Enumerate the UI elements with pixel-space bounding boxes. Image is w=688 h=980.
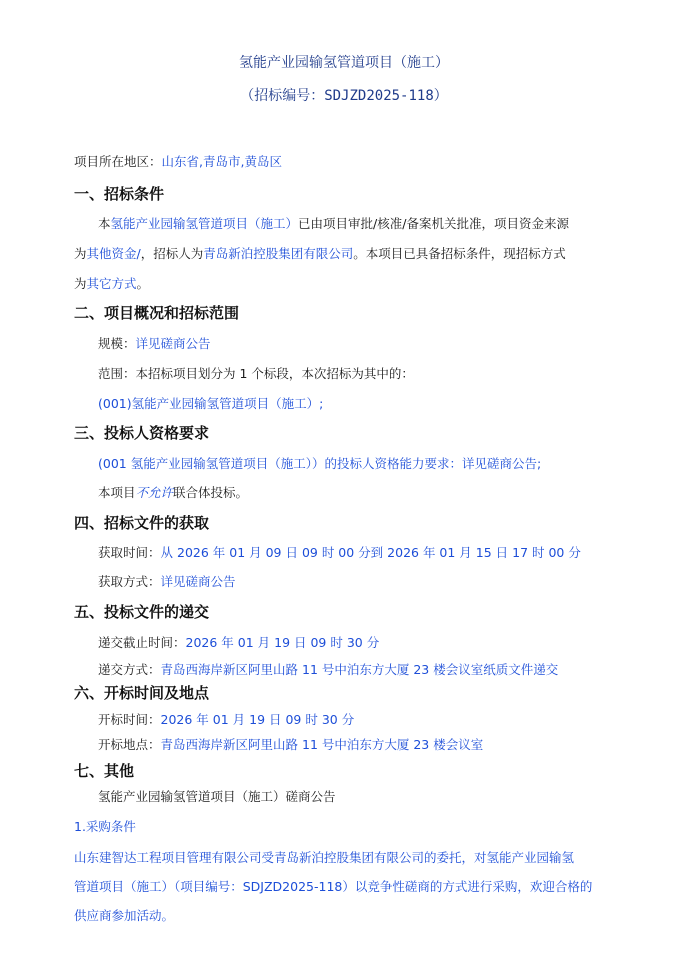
section-heading-4: 四、招标文件的获取	[74, 514, 210, 532]
s5-deadline	[98, 634, 379, 652]
section-heading-1: 一、招标条件	[74, 185, 165, 203]
s2-scale	[98, 335, 211, 353]
s4-method-value: 详见磋商公告	[160, 574, 236, 589]
section-heading-5: 五、投标文件的递交	[74, 603, 210, 621]
s1-line-1	[98, 215, 569, 233]
s5-method	[98, 661, 558, 679]
s5-method-label: 递交方式：	[98, 662, 161, 677]
s7-paragraph-line-1: 山东建智达工程项目管理有限公司受青岛新泊控股集团有限公司的委托，对氢能产业园输氢	[74, 850, 575, 865]
s4-time-label: 获取时间：	[98, 545, 161, 560]
s2-scale-value: 详见磋商公告	[135, 336, 211, 351]
section-heading-2: 二、项目概况和招标范围	[74, 304, 240, 322]
s7-paragraph-line-2: 管道项目（施工）（项目编号：SDJZD2025-118）以竞争性磋商的方式进行采购，欢迎合格的	[74, 879, 593, 894]
s5-deadline-label: 递交截止时间：	[98, 635, 186, 650]
s3-requirement: (001 氢能产业园输氢管道项目（施工））的投标人资格能力要求：详见磋商公告;	[98, 456, 542, 471]
s7-procurement-title: 1.采购条件	[74, 819, 136, 834]
location-value: 山东省,青岛市,黄岛区	[161, 154, 282, 169]
s6-place	[98, 736, 483, 754]
s1-fund-source: 其他资金/	[86, 246, 141, 261]
section-heading-6: 六、开标时间及地点	[74, 684, 210, 702]
s2-lot: (001)氢能产业园输氢管道项目（施工）;	[98, 396, 324, 411]
s3-joint-c: 联合体投标。	[173, 485, 249, 500]
s1-l1-c: 已由项目审批/核准/备案机关批准，项目资金来源	[298, 216, 569, 231]
s1-project-name: 氢能产业园输氢管道项目（施工）	[110, 216, 299, 231]
s1-l1-a: 本	[98, 216, 111, 231]
s6-time-label: 开标时间：	[98, 712, 161, 727]
s3-joint-a: 本项目	[98, 485, 136, 500]
s6-place-value: 青岛西海岸新区阿里山路 11 号中泊东方大厦 23 楼会议室	[160, 737, 484, 752]
s3-joint-bid	[98, 484, 248, 502]
s1-line-2	[74, 245, 566, 263]
s1-l2-a: 为	[74, 246, 87, 261]
project-location	[74, 153, 282, 171]
s1-tenderer: 青岛新泊控股集团有限公司	[203, 246, 354, 261]
section-heading-3: 三、投标人资格要求	[74, 424, 210, 442]
s1-l3-c: 。	[136, 276, 150, 291]
s2-scale-label: 规模：	[98, 336, 136, 351]
s5-method-value: 青岛西海岸新区阿里山路 11 号中泊东方大厦 23 楼会议室纸质文件递交	[160, 662, 559, 677]
s1-tender-method: 其它方式	[86, 276, 137, 291]
s1-l3-a: 为	[74, 276, 87, 291]
tender-code: （招标编号：SDJZD2025-118）	[240, 88, 448, 104]
s3-joint-allowed: 不允许	[135, 485, 174, 500]
s2-range: 范围：本招标项目划分为 1 个标段，本次招标为其中的：	[98, 366, 414, 381]
s1-line-3	[74, 275, 149, 293]
s1-l2-e: 。本项目已具备招标条件，现招标方式	[353, 246, 566, 261]
s6-time	[98, 711, 354, 729]
s1-l2-c: ，招标人为	[140, 246, 204, 261]
location-label: 项目所在地区：	[74, 154, 162, 169]
s4-time	[98, 544, 581, 562]
s4-time-value: 从 2026 年 01 月 09 日 09 时 00 分到 2026 年 01 月 15 日 17 时 00 分	[160, 545, 581, 560]
s7-subtitle: 氢能产业园输氢管道项目（施工）磋商公告	[98, 789, 336, 804]
section-heading-7: 七、其他	[74, 762, 135, 780]
s4-method	[98, 573, 236, 591]
s7-paragraph-line-3: 供应商参加活动。	[74, 908, 175, 923]
s6-time-value: 2026 年 01 月 19 日 09 时 30 分	[160, 712, 355, 727]
s6-place-label: 开标地点：	[98, 737, 161, 752]
s4-method-label: 获取方式：	[98, 574, 161, 589]
document-title: 氢能产业园输氢管道项目（施工）	[239, 55, 449, 71]
s5-deadline-value: 2026 年 01 月 19 日 09 时 30 分	[185, 635, 380, 650]
